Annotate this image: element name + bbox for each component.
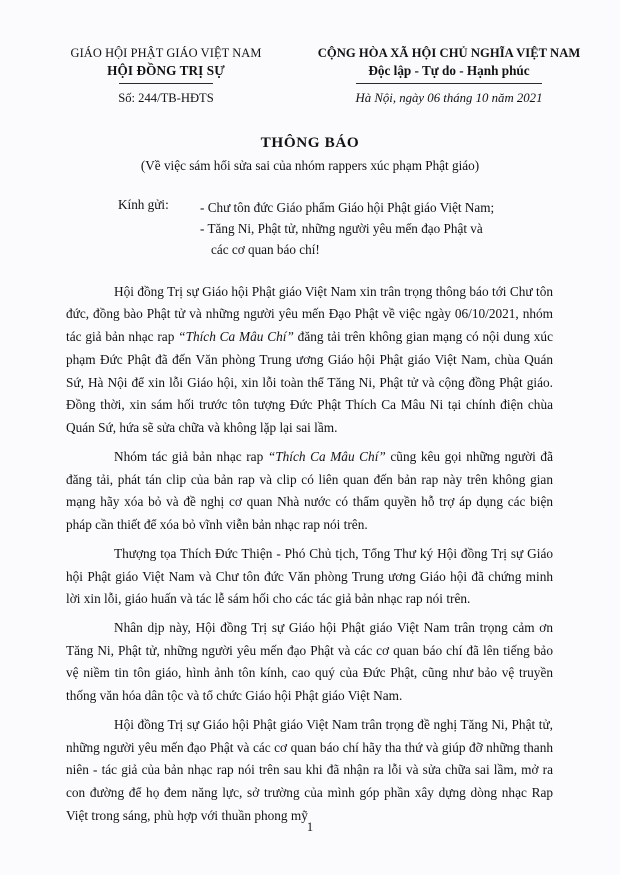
document-header	[0, 0, 620, 106]
place-and-date: Hà Nội, ngày 06 tháng 10 năm 2021	[355, 91, 543, 106]
national-motto: Độc lập - Tự do - Hạnh phúc	[368, 63, 530, 78]
recipients-list	[200, 197, 494, 261]
document-body	[0, 281, 620, 828]
recipient-item: - Chư tôn đức Giáo phẩm Giáo hội Phật giáo Việt Nam;	[200, 199, 495, 215]
paragraph-5: Hội đồng Trị sự Giáo hội Phật giáo Việt Nam trân trọng đề nghị Tăng Ni, Phật tử, những người yêu mến đạo Phật và các cơ quan báo chí hãy tha thứ và giúp đỡ những thanh niên - tác giả của bản nhạc rap nói trên sau khi đã nhận ra lỗi và sửa chữa sai lầm, mở ra con đường để họ đem năng lực, sở trường của mình góp phần xây dựng dòng nhạc Rap Việt trong sáng, phù hợp với thuần phong mỹ	[66, 716, 553, 823]
document-number: Số: 244/TB-HĐTS	[118, 91, 214, 106]
paragraph-1	[66, 281, 553, 440]
national-heading: CỘNG HÒA XÃ HỘI CHỦ NGHĨA VIỆT NAM	[317, 46, 581, 60]
paragraph-4: Nhân dịp này, Hội đồng Trị sự Giáo hội Phật giáo Việt Nam trân trọng cảm ơn Tăng Ni, Phật tử, những người yêu mến đạo Phật và các cơ quan báo chí đã lên tiếng bảo vệ niềm tin tôn giáo, hình ảnh tôn kính, cao quý của Đức Phật, cũng như bảo vệ truyền thống văn hóa dân tộc và tổ chức Giáo hội Phật giáo Việt Nam.	[66, 619, 553, 704]
paragraph-2-text-a: Nhóm tác giả bản nhạc rap	[114, 448, 268, 464]
recipient-item: các cơ quan báo chí!	[211, 242, 320, 258]
document-subtitle: (Về việc sám hối sửa sai của nhóm rappers xúc phạm Phật giáo)	[140, 157, 480, 173]
recipients-block	[0, 197, 620, 261]
header-right-block	[306, 45, 592, 106]
header-left-block	[40, 45, 292, 106]
title-block	[0, 132, 620, 175]
paragraph-2-text-b: cũng kêu gọi những người đã đăng tải, phát tán clip của bản rap và clip có liên quan đến bản rap này trên không gian mạng hãy xóa bỏ và đề nghị cơ quan Nhà nước có thẩm quyền hỗ trợ áp dụng các biện pháp cần thiết để xóa bỏ vĩnh viễn bản nhạc rap nói trên.	[66, 448, 553, 533]
recipients-label: Kính gửi:	[118, 196, 169, 212]
paragraph-2	[66, 446, 553, 537]
paragraph-1-text-a: Hội đồng Trị sự Giáo hội Phật giáo Việt Nam xin trân trọng thông báo tới Chư tôn đức, đồng bào Phật tử và những người yêu mến Đạo Phật về việc ngày 06/10/2021, nhóm tác giả bản nhạc rap	[66, 283, 553, 345]
paragraph-3: Thượng tọa Thích Đức Thiện - Phó Chủ tịch, Tổng Thư ký Hội đồng Trị sự Giáo hội Phật giáo Việt Nam và Chư tôn đức Văn phòng Trung ương Giáo hội đã chứng minh lời xin lỗi, giáo huấn và tác lễ sám hối cho các tác giả bản nhạc rap nói trên.	[66, 545, 553, 607]
song-title: “Thích Ca Mâu Chí”	[267, 448, 386, 464]
song-title: “Thích Ca Mâu Chí”	[178, 329, 294, 345]
issuing-organization: GIÁO HỘI PHẬT GIÁO VIỆT NAM	[70, 46, 262, 60]
document-title: THÔNG BÁO	[260, 134, 360, 152]
header-right-divider	[356, 83, 542, 84]
header-left-divider	[119, 83, 213, 84]
paragraph-1-text-b: đăng tải trên không gian mạng có nội dung xúc phạm Đức Phật đã đến Văn phòng Trung ương Giáo hội Phật giáo Việt Nam, chùa Quán Sứ, Hà Nội để xin lỗi Giáo hội, xin lỗi toàn thể Tăng Ni, Phật tử và cộng đồng Phật giáo. Đồng thời, xin sám hối trước tôn tượng Đức Phật Thích Ca Mâu Ni tại chính điện chùa Quán Sứ, hứa sẽ sửa chữa và không lặp lại sai lầm.	[66, 329, 553, 436]
page-number: 1	[306, 820, 314, 834]
issuing-body: HỘI ĐỒNG TRỊ SỰ	[107, 62, 225, 78]
recipient-item: - Tăng Ni, Phật tử, những người yêu mến đạo Phật và	[200, 220, 483, 236]
